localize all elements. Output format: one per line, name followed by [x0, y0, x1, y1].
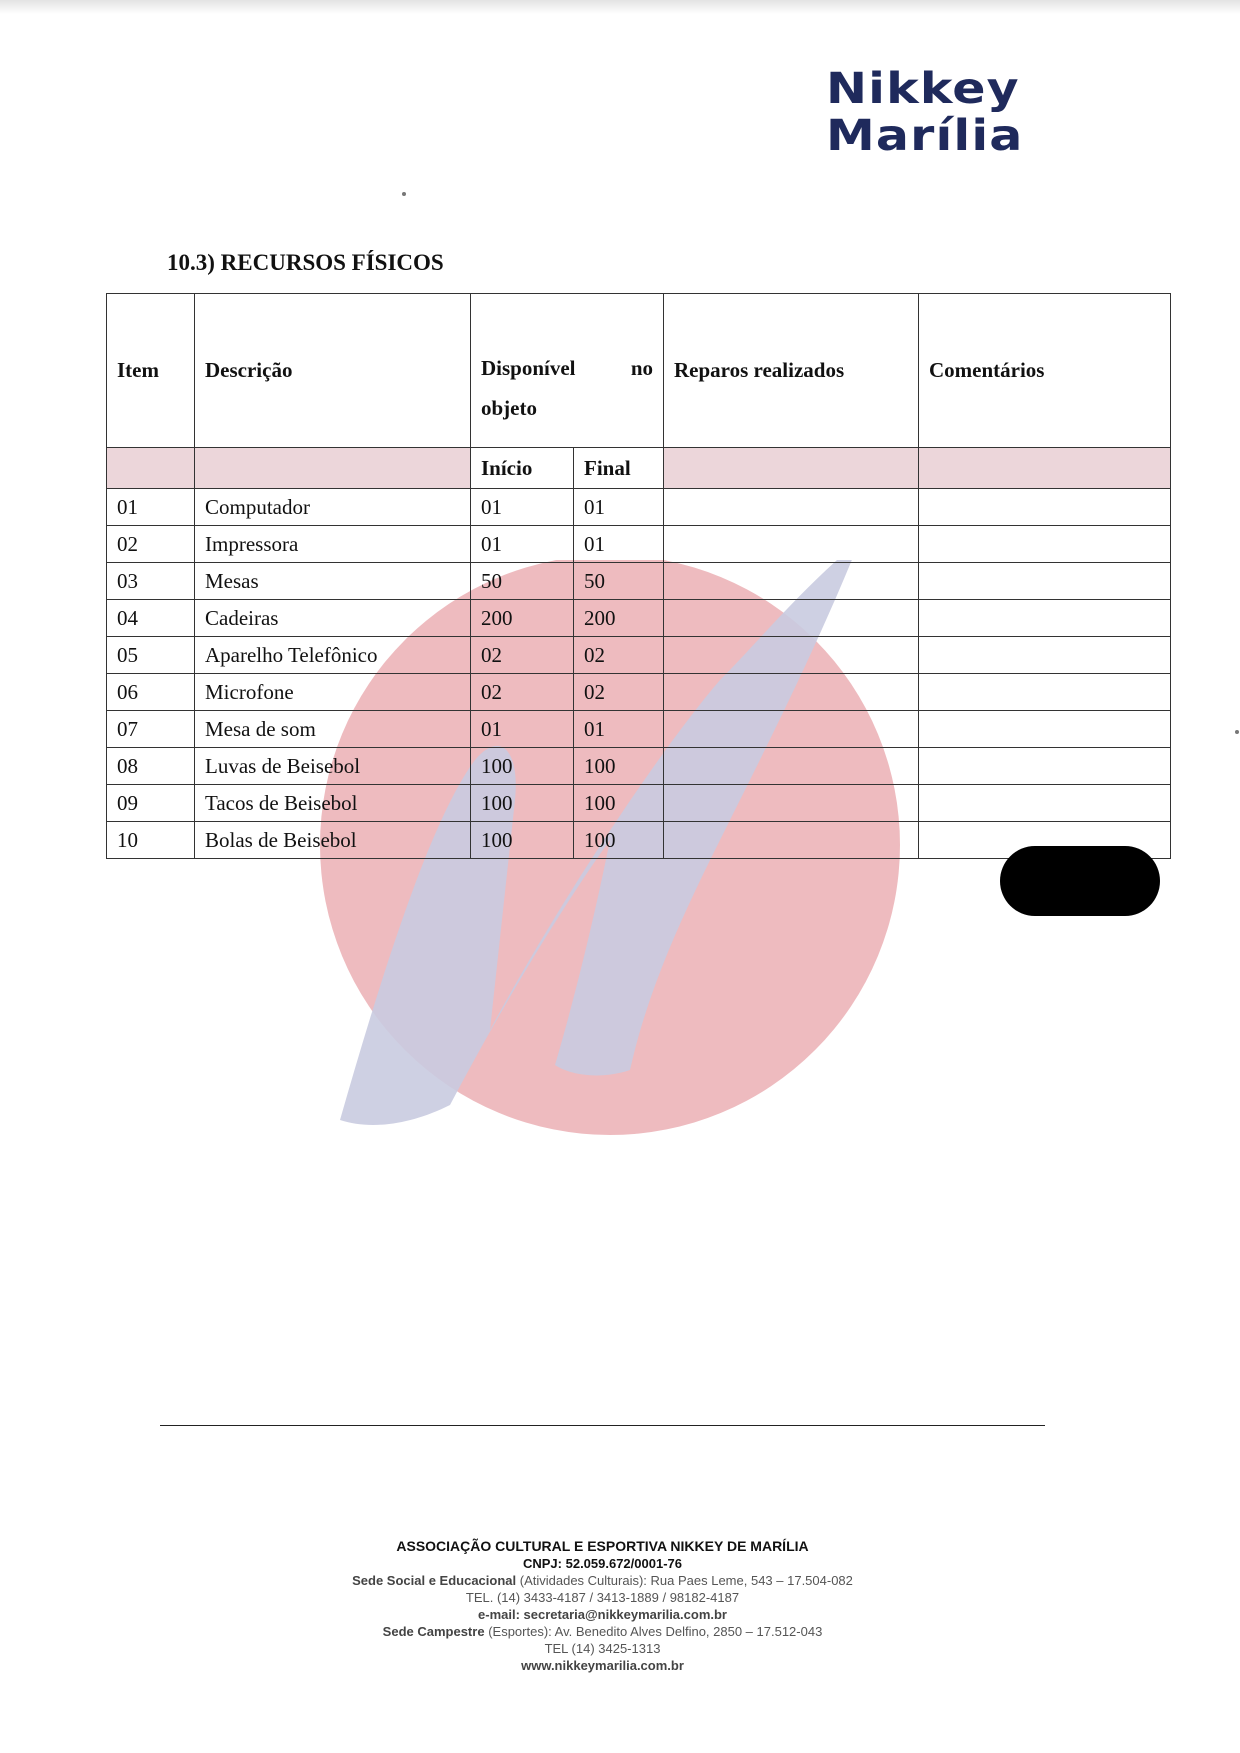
cell-comentarios — [919, 526, 1171, 563]
footer-divider — [160, 1425, 1045, 1426]
footer-sede-campestre-label: Sede Campestre — [382, 1624, 485, 1639]
table-header-row — [107, 294, 1171, 448]
scan-top-shadow — [0, 0, 1240, 14]
subheader-blank-comentarios — [919, 448, 1171, 489]
cell-final: 01 — [574, 711, 664, 748]
table-row — [107, 637, 1171, 674]
header-comentarios: Comentários — [919, 294, 1171, 448]
cell-reparos — [664, 822, 919, 859]
cell-inicio: 100 — [471, 822, 574, 859]
subheader-final: Final — [574, 448, 664, 489]
table-row — [107, 600, 1171, 637]
cell-descricao: Bolas de Beisebol — [195, 822, 471, 859]
footer-tel-1: TEL. (14) 3433-4187 / 3413-1889 / 98182-4187 — [465, 1590, 740, 1605]
header-disponivel-objeto: objeto — [481, 395, 537, 420]
cell-reparos — [664, 711, 919, 748]
cell-final: 02 — [574, 674, 664, 711]
footer-sede-social — [200, 1572, 1005, 1589]
cell-inicio: 01 — [471, 526, 574, 563]
cell-item: 03 — [107, 563, 195, 600]
cell-comentarios — [919, 637, 1171, 674]
cell-item: 02 — [107, 526, 195, 563]
cell-inicio: 50 — [471, 563, 574, 600]
cell-final: 01 — [574, 489, 664, 526]
cell-final: 50 — [574, 563, 664, 600]
table-row — [107, 563, 1171, 600]
cell-final: 100 — [574, 822, 664, 859]
table-row — [107, 526, 1171, 563]
cell-comentarios — [919, 674, 1171, 711]
cell-comentarios — [919, 748, 1171, 785]
cell-comentarios — [919, 563, 1171, 600]
cell-descricao: Computador — [195, 489, 471, 526]
footer-org: ASSOCIAÇÃO CULTURAL E ESPORTIVA NIKKEY DE MARÍLIA — [396, 1538, 809, 1554]
footer-sede-social-label: Sede Social e Educacional — [352, 1573, 517, 1588]
header-reparos: Reparos realizados — [664, 294, 919, 448]
table-row — [107, 822, 1171, 859]
table-row — [107, 711, 1171, 748]
table-row — [107, 674, 1171, 711]
table-row — [107, 748, 1171, 785]
footer — [200, 1538, 1005, 1674]
cell-item: 07 — [107, 711, 195, 748]
cell-inicio: 100 — [471, 785, 574, 822]
cell-descricao: Aparelho Telefônico — [195, 637, 471, 674]
cell-descricao: Mesas — [195, 563, 471, 600]
cell-descricao: Mesa de som — [195, 711, 471, 748]
cell-reparos — [664, 674, 919, 711]
cell-comentarios — [919, 600, 1171, 637]
scan-speck — [1235, 730, 1239, 734]
footer-cnpj: CNPJ: 52.059.672/0001-76 — [522, 1556, 682, 1571]
section-title: 10.3) RECURSOS FÍSICOS — [167, 250, 444, 275]
subheader-inicio: Início — [471, 448, 574, 489]
table-row — [107, 489, 1171, 526]
cell-item: 06 — [107, 674, 195, 711]
table-subheader-row — [107, 448, 1171, 489]
header-disponivel — [471, 294, 664, 448]
cell-comentarios — [919, 489, 1171, 526]
logo-line-2: Marília — [826, 111, 1024, 161]
redaction-mark — [1000, 846, 1160, 916]
cell-final: 02 — [574, 637, 664, 674]
header-disponivel-word: Disponível — [481, 355, 576, 380]
cell-item: 09 — [107, 785, 195, 822]
cell-inicio: 01 — [471, 711, 574, 748]
cell-inicio: 100 — [471, 748, 574, 785]
cell-final: 01 — [574, 526, 664, 563]
cell-item: 01 — [107, 489, 195, 526]
cell-reparos — [664, 748, 919, 785]
header-item: Item — [107, 294, 195, 448]
cell-reparos — [664, 785, 919, 822]
cell-item: 05 — [107, 637, 195, 674]
subheader-blank-item — [107, 448, 195, 489]
table-row — [107, 785, 1171, 822]
cell-descricao: Impressora — [195, 526, 471, 563]
subheader-blank-reparos — [664, 448, 919, 489]
subheader-blank-descricao — [195, 448, 471, 489]
cell-item: 08 — [107, 748, 195, 785]
cell-final: 200 — [574, 600, 664, 637]
scan-speck — [402, 192, 406, 196]
cell-comentarios — [919, 785, 1171, 822]
cell-reparos — [664, 600, 919, 637]
cell-final: 100 — [574, 748, 664, 785]
footer-sede-campestre-text: (Esportes): Av. Benedito Alves Delfino, 2850 – 17.512-043 — [488, 1624, 823, 1639]
logo-line-1: Nikkey — [826, 64, 1020, 114]
cell-final: 100 — [574, 785, 664, 822]
resources-table — [106, 293, 1171, 859]
cell-reparos — [664, 489, 919, 526]
cell-inicio: 200 — [471, 600, 574, 637]
cell-descricao: Microfone — [195, 674, 471, 711]
footer-email: e-mail: secretaria@nikkeymarilia.com.br — [478, 1607, 727, 1622]
footer-sede-social-text: (Atividades Culturais): Rua Paes Leme, 543 – 17.504-082 — [519, 1573, 853, 1588]
cell-item: 10 — [107, 822, 195, 859]
header-disponivel-no: no — [630, 355, 653, 380]
cell-comentarios — [919, 711, 1171, 748]
cell-inicio: 02 — [471, 674, 574, 711]
cell-descricao: Tacos de Beisebol — [195, 785, 471, 822]
header-descricao: Descrição — [195, 294, 471, 448]
cell-inicio: 02 — [471, 637, 574, 674]
footer-website: www.nikkeymarilia.com.br — [521, 1658, 684, 1673]
cell-reparos — [664, 526, 919, 563]
table-body — [107, 489, 1171, 859]
cell-inicio: 01 — [471, 489, 574, 526]
nikkey-marilia-logo — [826, 66, 1088, 160]
footer-sede-campestre — [200, 1623, 1005, 1640]
footer-tel-2: TEL (14) 3425-1313 — [544, 1641, 661, 1656]
cell-item: 04 — [107, 600, 195, 637]
cell-reparos — [664, 563, 919, 600]
cell-descricao: Luvas de Beisebol — [195, 748, 471, 785]
cell-reparos — [664, 637, 919, 674]
cell-descricao: Cadeiras — [195, 600, 471, 637]
